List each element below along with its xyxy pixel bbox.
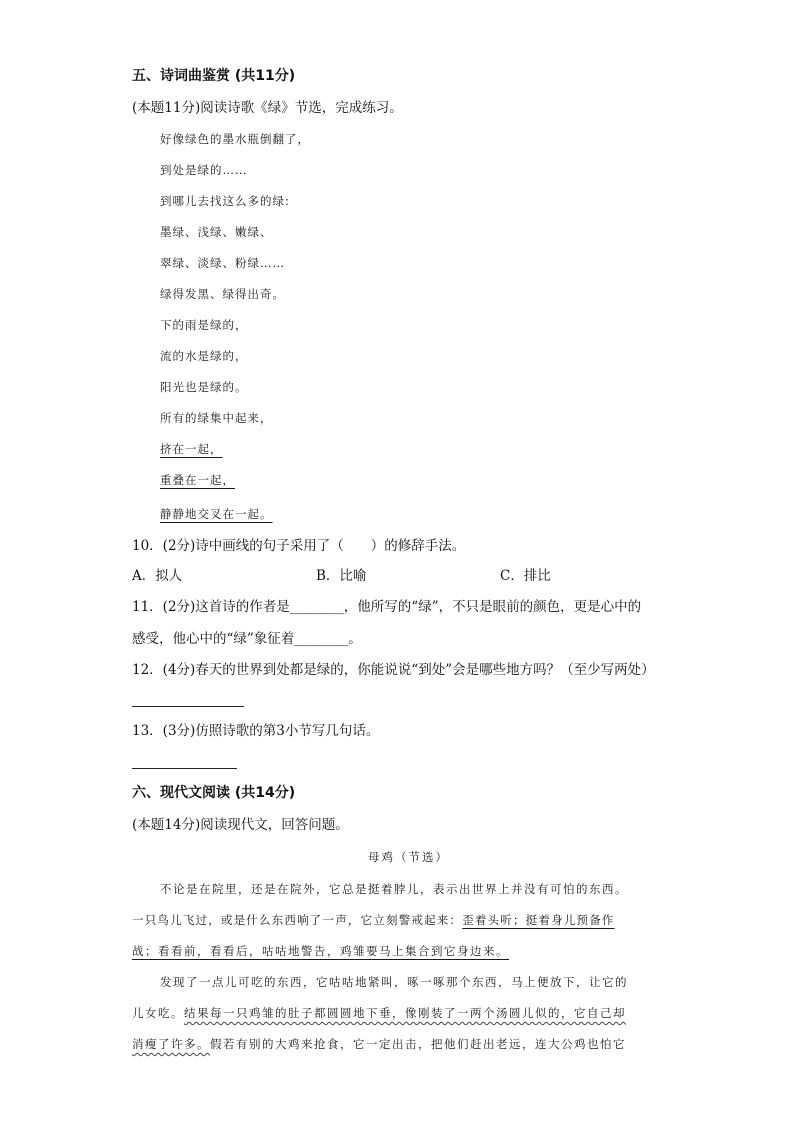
article-text: 儿女吃。 (132, 1006, 184, 1020)
poem-line: 下的雨是绿的， (160, 318, 248, 332)
article-text-wavy-underlined: 消瘦了许多。 (132, 1037, 210, 1051)
poem-line: 到哪儿去找这么多的绿: (160, 194, 290, 208)
article-text-wavy-underlined: 结果每一只鸡雏的肚子都圆圆地下垂，像刚装了一两个汤圆儿似的，它自己却 (184, 1006, 626, 1020)
article-text: 假若有别的大鸡来抢食，它一定出击，把他们赶出老远，连大公鸡也怕它 (210, 1037, 626, 1051)
question-10-stem: 10．(2分)诗中画线的句子采用了（ ）的修辞手法。 (132, 538, 466, 554)
poem-line: 流的水是绿的， (160, 349, 248, 363)
poem-line: 到处是绿的…… (160, 163, 248, 177)
question-11-line-2: 感受，他心中的“绿”象征着________。 (132, 631, 362, 647)
poem-line: 阳光也是绿的。 (160, 380, 248, 394)
poem-line: 墨绿、浅绿、嫩绿、 (160, 225, 273, 239)
poem-line: 所有的绿集中起来， (160, 411, 273, 425)
poem-line-underlined: 挤在一起， (160, 442, 223, 456)
question-13-stem: 13．(3分)仿照诗歌的第3小节写几句话。 (132, 723, 380, 739)
question-10-option-b: B．比喻 (316, 568, 367, 584)
article-line (132, 1035, 626, 1053)
article-line: 发现了一点儿可吃的东西，它咕咕地紧叫，啄一啄那个东西，马上便放下，让它的 (160, 975, 628, 989)
question-10-option-a: A．拟人 (132, 568, 183, 584)
question-12-answer-line (132, 706, 244, 707)
poem-line: 绿得发黑、绿得出奇。 (160, 287, 285, 301)
question-11-line-1: 11．(2分)这首诗的作者是________，他所写的“绿”，不只是眼前的颜色，更是心中的 (132, 599, 642, 615)
poem-line: 好像绿色的墨水瓶倒翻了， (160, 132, 310, 146)
section-5-title: 五、诗词曲鉴赏 (共11分) (132, 68, 296, 84)
question-12-stem: 12．(4分)春天的世界到处都是绿的，你能说说“到处”会是哪些地方吗？（至少写两处） (132, 662, 655, 678)
article-line-underlined: 战；看看前，看看后，咕咕地警告，鸡雏要马上集合到它身边来。 (132, 944, 509, 958)
article-text-underlined: 歪着头听；挺着身儿预备作 (462, 913, 615, 927)
article-line: 不论是在院里，还是在院外，它总是挺着脖儿，表示出世界上并没有可怕的东西。 (160, 882, 628, 896)
question-13-answer-line (132, 768, 237, 769)
section-6-intro: (本题14分)阅读现代文，回答问题。 (132, 817, 349, 833)
poem-line: 翠绿、淡绿、粉绿…… (160, 256, 285, 270)
section-5-intro: (本题11分)阅读诗歌《绿》节选，完成练习。 (132, 100, 403, 116)
poem-line-underlined: 静静地交叉在一起。 (160, 507, 273, 521)
poem-line-underlined: 重叠在一起， (160, 473, 235, 487)
article-line (132, 911, 615, 929)
question-10-option-c: C．排比 (500, 568, 551, 584)
article-title: 母鸡（节选） (368, 850, 449, 864)
section-6-title: 六、现代文阅读 (共14分) (132, 785, 296, 801)
article-line (132, 1004, 626, 1022)
article-text: 一只鸟儿飞过，或是什么东西响了一声，它立刻警戒起来： (132, 913, 463, 927)
